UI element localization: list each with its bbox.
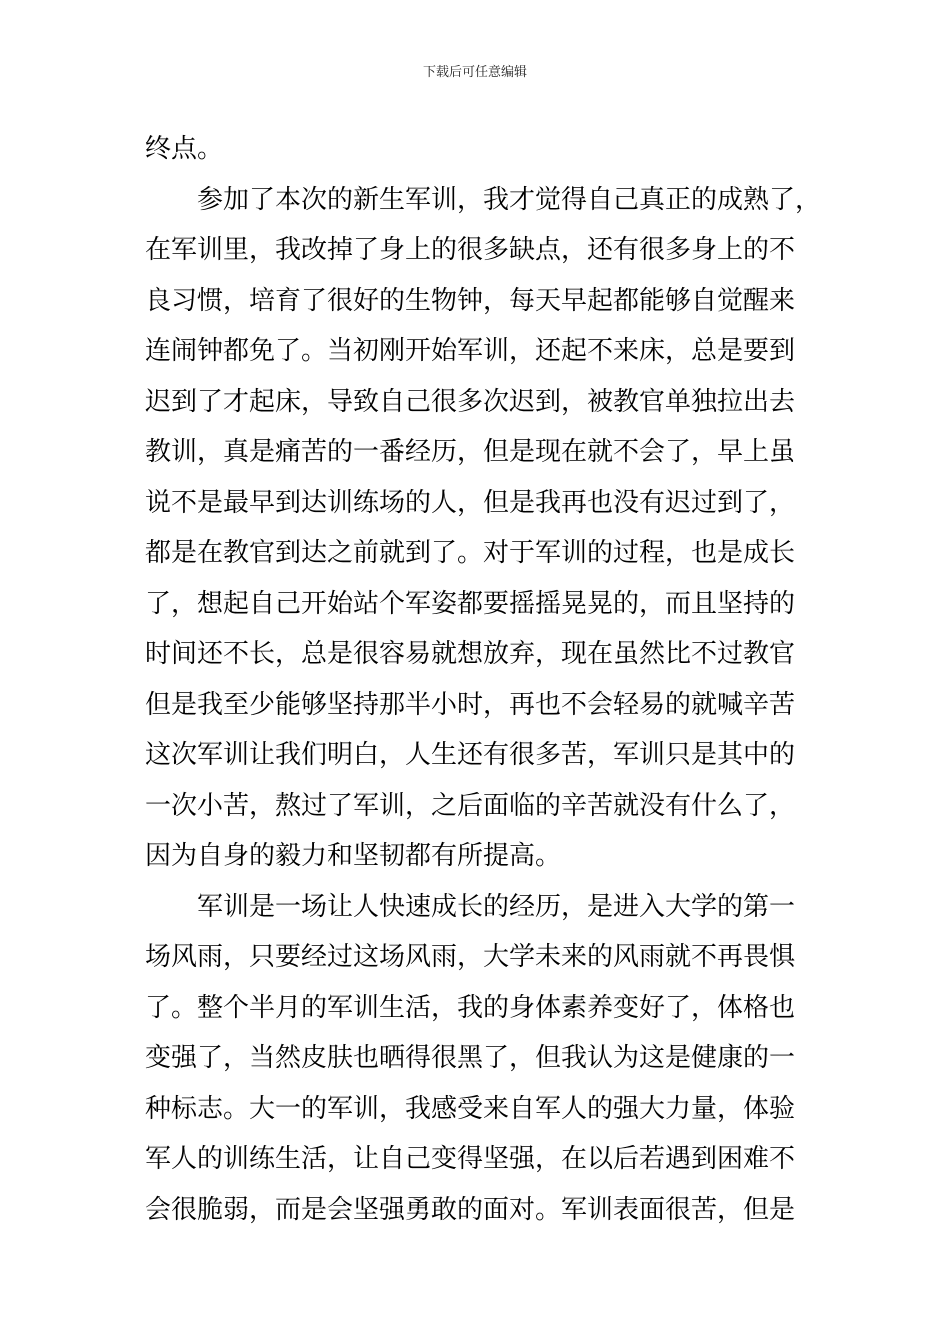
text-line: 了，想起自己开始站个军姿都要摇摇晃晃的，而且坚持的 [145, 588, 796, 619]
text-line: 时间还不长，总是很容易就想放弃，现在虽然比不过教官 [145, 639, 796, 669]
text-line: 终点。 [145, 134, 224, 164]
text-line: 会很脆弱，而是会坚强勇敢的面对。军训表面很苦，但是 [145, 1194, 796, 1225]
text-line: 连闹钟都免了。当初刚开始军训，还起不来床，总是要到 [145, 336, 796, 366]
paragraph-first-line: 军训是一场让人快速成长的经历，是进入大学的第一 [197, 891, 796, 922]
paragraph-first-line: 参加了本次的新生军训，我才觉得自己真正的成熟了， [197, 184, 822, 215]
text-line: 种标志。大一的军训，我感受来自军人的强大力量，体验 [145, 1093, 796, 1124]
text-line: 说不是最早到达训练场的人，但是我再也没有迟过到了， [145, 487, 796, 518]
text-line: 教训，真是痛苦的一番经历，但是现在就不会了，早上虽 [145, 437, 796, 467]
text-line: 场风雨，只要经过这场风雨，大学未来的风雨就不再畏惧 [145, 942, 796, 972]
text-line: 了。整个半月的军训生活，我的身体素养变好了，体格也 [145, 992, 796, 1023]
text-line: 迟到了才起床，导致自己很多次迟到，被教官单独拉出去 [145, 386, 796, 417]
text-line: 这次军训让我们明白，人生还有很多苦，军训只是其中的 [145, 740, 796, 770]
page-header: 下载后可任意编辑 [422, 65, 527, 80]
text-line: 良习惯，培育了很好的生物钟，每天早起都能够自觉醒来 [145, 285, 796, 316]
text-line: 变强了，当然皮肤也晒得很黑了，但我认为这是健康的一 [145, 1043, 796, 1073]
text-line: 都是在教官到达之前就到了。对于军训的过程，也是成长 [145, 538, 796, 568]
document-body [145, 124, 825, 1235]
text-line: 在军训里，我改掉了身上的很多缺点，还有很多身上的不 [145, 235, 796, 265]
text-line: 但是我至少能够坚持那半小时，再也不会轻易的就喊辛苦 [145, 689, 796, 720]
text-line: 军人的训练生活，让自己变得坚强，在以后若遇到困难不 [145, 1144, 796, 1174]
text-line: 一次小苦，熬过了军训，之后面临的辛苦就没有什么了， [145, 790, 796, 821]
text-line: 因为自身的毅力和坚韧都有所提高。 [145, 841, 562, 871]
